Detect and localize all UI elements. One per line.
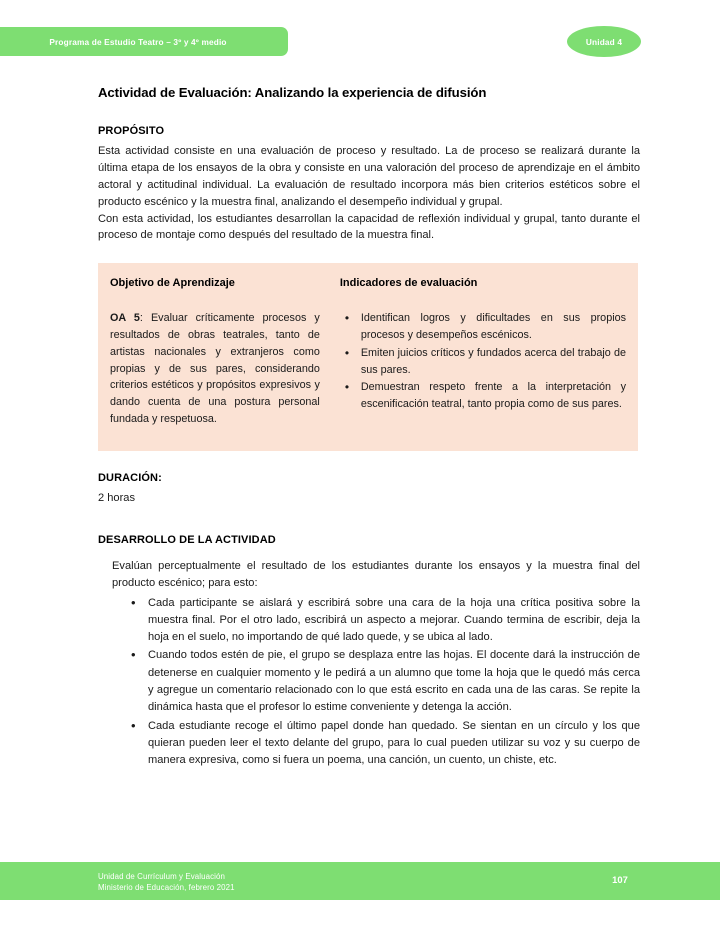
proposito-paragraph-2: Con esta actividad, los estudiantes desarrollan la capacidad de reflexión individual y grupal, tanto durante el proceso de montaje como después del resultado de la muestra final.: [98, 212, 640, 242]
unit-badge-label: Unidad 4: [585, 36, 623, 47]
indicators-list: [340, 310, 626, 412]
objectives-column: [110, 277, 340, 427]
section-duracion: [98, 472, 640, 508]
objective-description: : Evaluar críticamente procesos y resultados de obras teatrales, tanto de artistas nacionales y extranjeros como propias y de sus pares, considerando criterios estéticos y propósitos expresivos y dando cuenta de una postura personal fundada y respetuosa.: [110, 312, 320, 425]
footer-line-1: Unidad de Currículum y Evaluación: [98, 872, 225, 881]
page-number: 107: [612, 874, 628, 885]
list-item: • Identifican logros y dificultades en sus propios procesos y desempeños escénicos.: [340, 310, 626, 343]
section-desarrollo: [98, 534, 640, 769]
proposito-paragraph-1: Esta actividad consiste en una evaluación de proceso y resultado. La de proceso se realizará durante la última etapa de los ensayos de la obra y consiste en una valoración del proceso de aprendizaje en el ámbito actoral y actitudinal individual. La evaluación de resultado incorpora más bien criterios estéticos sobre el producto escénico y la muestra final, analizando el desempeño individual y grupal.: [98, 145, 640, 208]
footer-organization: [98, 871, 235, 894]
desarrollo-heading: DESARROLLO DE LA ACTIVIDAD: [98, 534, 276, 547]
duracion-heading: DURACIÓN:: [98, 472, 162, 485]
objectives-table: [98, 263, 638, 451]
footer-line-2: Ministerio de Educación, febrero 2021: [98, 883, 235, 893]
list-item: • Cuando todos estén de pie, el grupo se desplaza entre las hojas. El docente dará la instrucción de detenerse en cualquier momento y le pedirá a un alumno que tome la hoja que le quedó más cerca y agregue un comentario relacionado con lo que está escrito en cada una de las caras. Se repite la dinámica hasta que el profesor lo estime conveniente y detenga la acción.: [98, 647, 640, 716]
objective-code: OA 5: [110, 312, 140, 325]
program-banner-label: Programa de Estudio Teatro – 3º y 4º medio: [49, 36, 227, 47]
indicators-column-header: Indicadores de evaluación: [339, 277, 478, 290]
objectives-column-header: Objetivo de Aprendizaje: [110, 277, 235, 290]
duracion-value: 2 horas: [98, 492, 136, 505]
program-banner: [0, 27, 288, 56]
page-footer: [0, 862, 720, 900]
objective-text: [110, 310, 320, 427]
desarrollo-steps-list: [98, 595, 640, 770]
unit-badge: [567, 26, 641, 57]
proposito-heading: PROPÓSITO: [98, 125, 165, 138]
page-title: Actividad de Evaluación: Analizando la experiencia de difusión: [98, 85, 487, 100]
section-proposito: [98, 125, 640, 244]
desarrollo-intro: Evalúan perceptualmente el resultado de los estudiantes durante los ensayos y la muestra final del producto escénico; para esto:: [112, 560, 640, 590]
list-item: • Cada estudiante recoge el último papel donde han quedado. Se sientan en un círculo y los que quieran pueden leer el texto delante del grupo, para lo cual pueden utilizar su voz y su cuerpo de manera expresiva, como si fuera un poema, una canción, un cuento, un chiste, etc.: [98, 718, 640, 770]
page-header: [0, 27, 720, 65]
document-content: [98, 84, 640, 771]
list-item: • Demuestran respeto frente a la interpretación y escenificación teatral, tanto propia como de sus pares.: [340, 379, 626, 412]
list-item: • Emiten juicios críticos y fundados acerca del trabajo de sus pares.: [340, 345, 626, 378]
indicators-column: [340, 277, 626, 427]
list-item: • Cada participante se aislará y escribirá sobre una cara de la hoja una crítica positiva sobre la muestra final. Por el otro lado, escribirá un aspecto a mejorar. Cuando termina de escribir, deja la hoja en el suelo, no importando de qué lado quede, y se ubica al lado.: [98, 595, 640, 647]
